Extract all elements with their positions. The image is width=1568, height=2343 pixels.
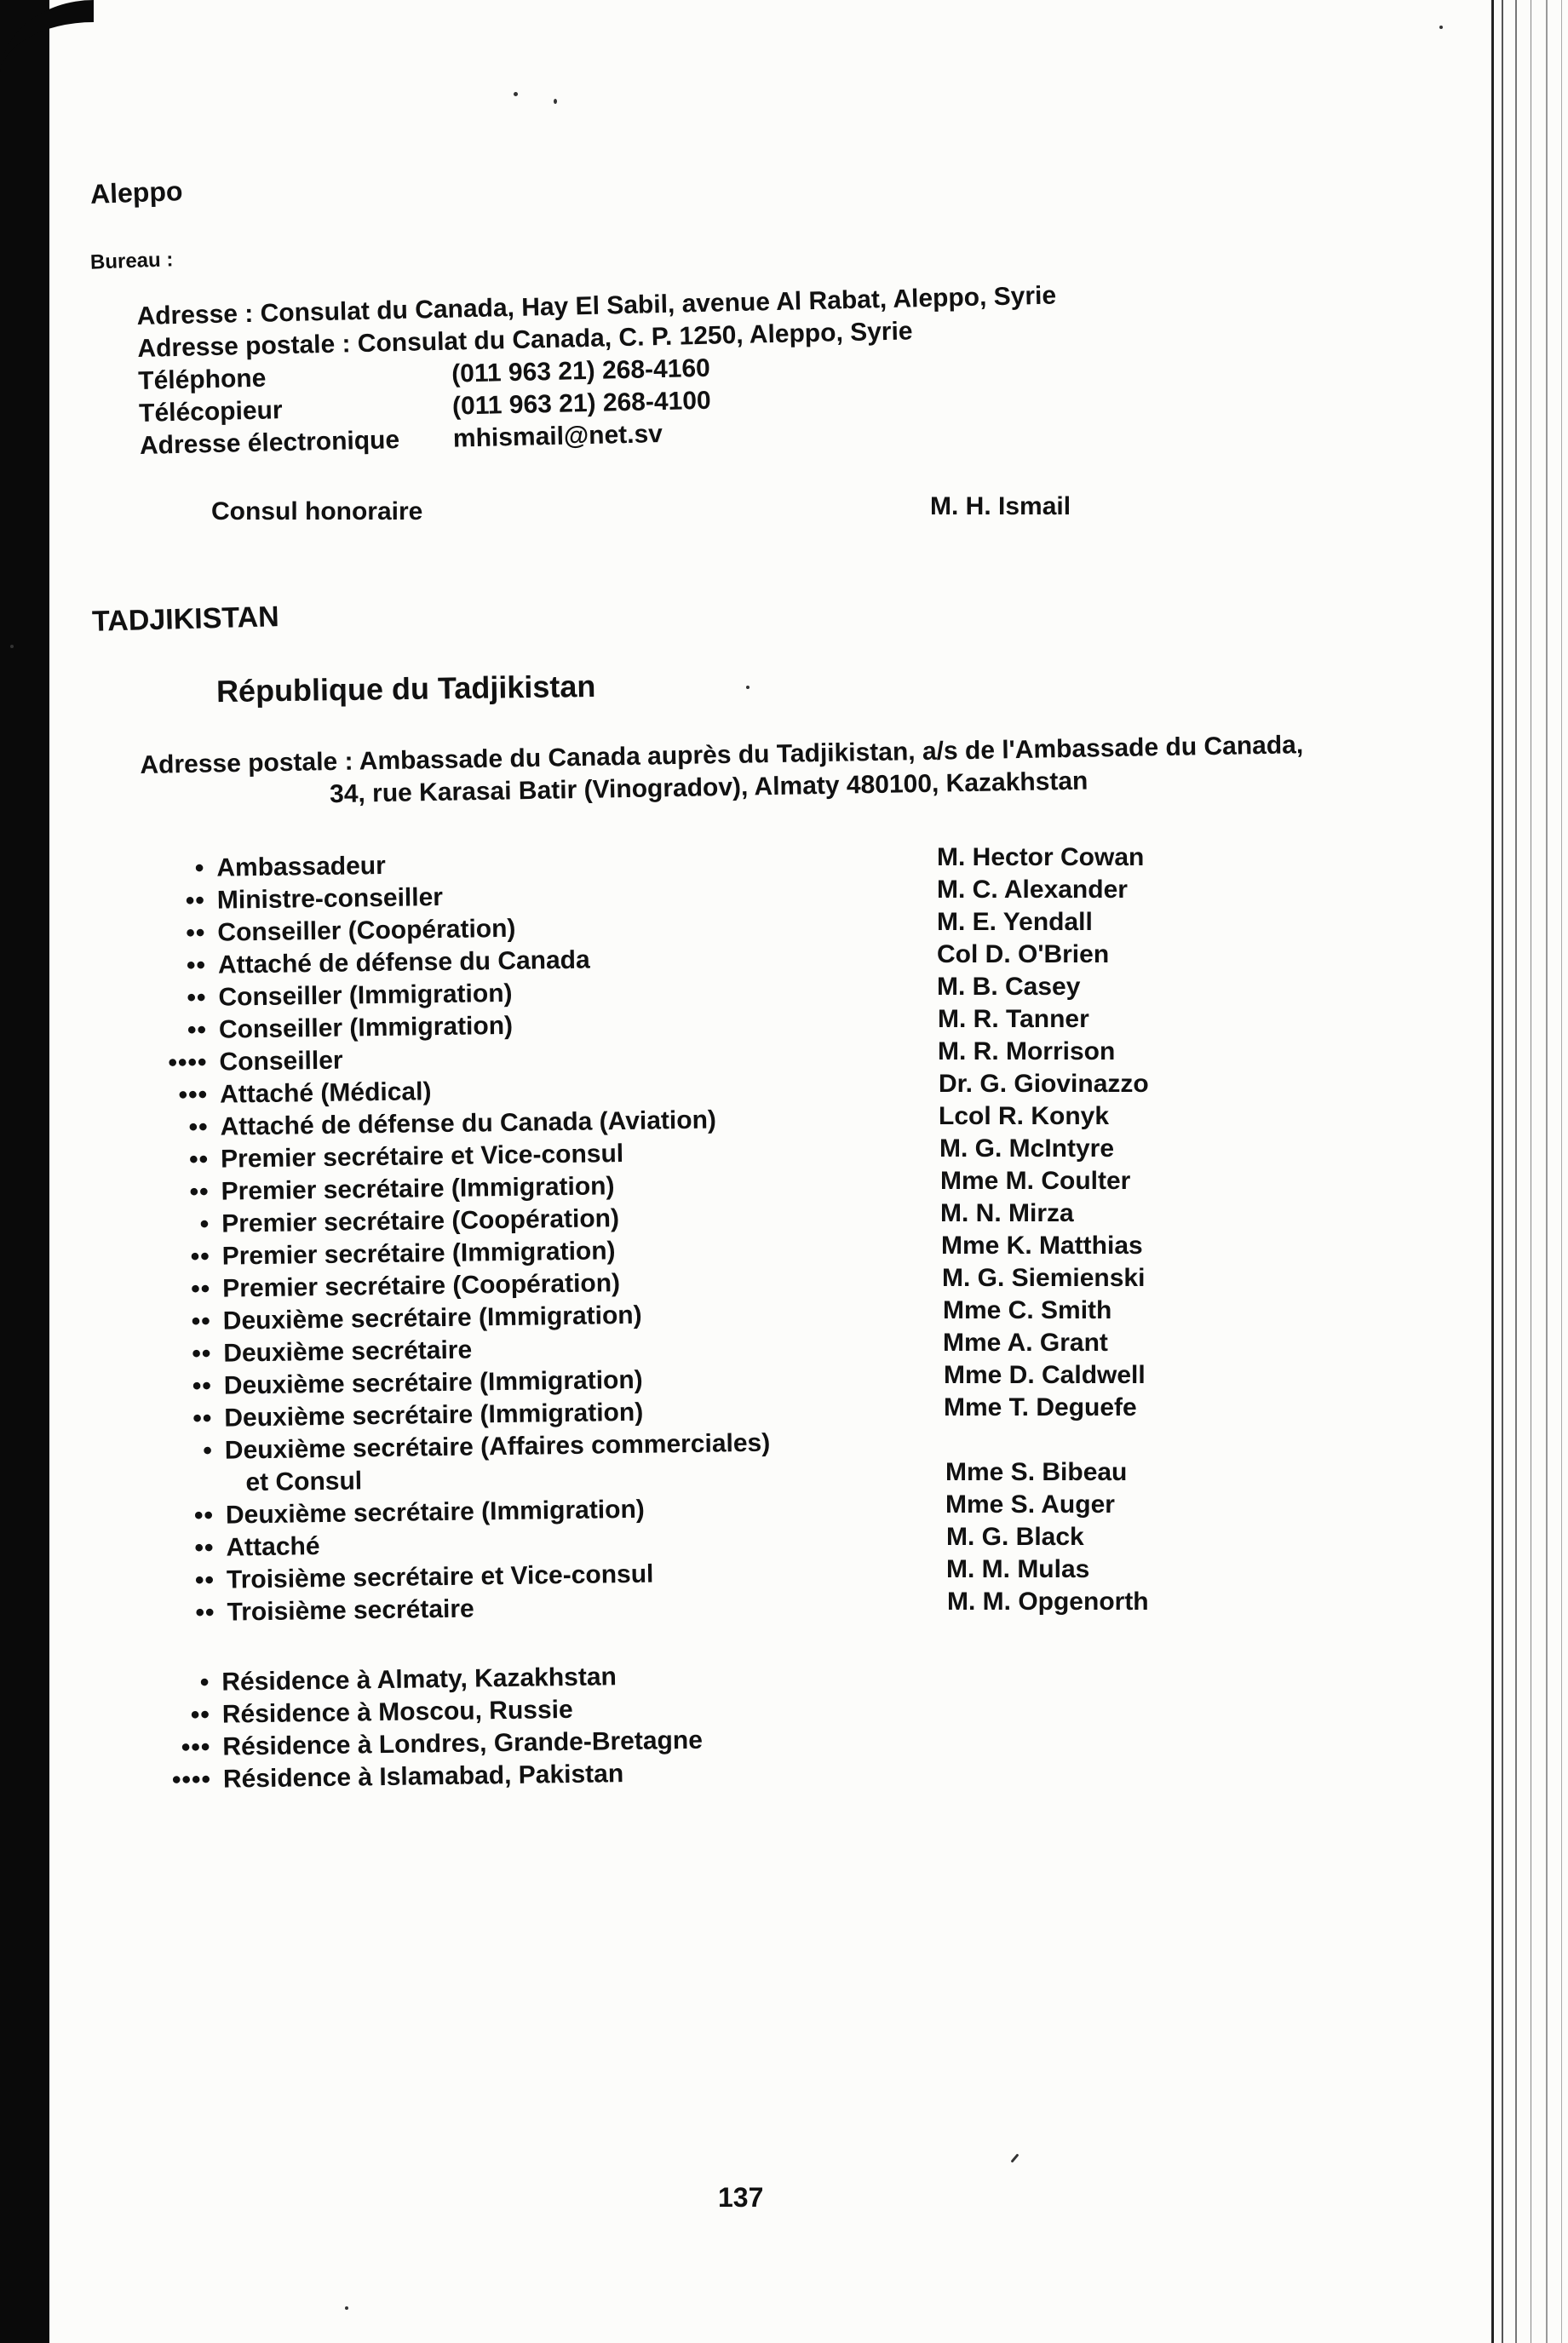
staff-title: ••• Attaché (Médical) — [178, 1077, 432, 1110]
staff-name: Mme D. Caldwell — [944, 1361, 1146, 1389]
staff-name: M. Hector Cowan — [937, 843, 1145, 871]
staff-name: Dr. G. Giovinazzo — [939, 1070, 1149, 1098]
email-value: mhismail@net.sv — [452, 420, 663, 453]
staff-name: M. R. Morrison — [938, 1037, 1116, 1065]
staff-name: M. G. Black — [946, 1523, 1084, 1551]
postal-address-line: Adresse postale : Consulat du Canada, C. P. 1250, Aleppo, Syrie — [137, 317, 913, 363]
staff-name: M. M. Opgenorth — [947, 1588, 1149, 1616]
staff-name: Mme T. Deguefe — [944, 1393, 1137, 1421]
staff-title: •• Ministre-conseiller — [185, 882, 444, 916]
staff-title: • Ambassadeur — [194, 851, 386, 883]
staff-title: •••• Conseiller — [168, 1046, 343, 1077]
scan-speck — [1010, 2153, 1019, 2162]
country-full-name: République du Tadjikistan — [215, 668, 596, 709]
staff-title: •• Attaché de défense du Canada (Aviation) — [188, 1105, 717, 1142]
staff-name: Lcol R. Konyk — [939, 1102, 1110, 1130]
staff-title: •• Premier secrétaire et Vice-consul — [188, 1140, 624, 1174]
staff-title: •• Premier secrétaire (Coopération) — [191, 1269, 621, 1304]
scan-speck — [345, 2306, 348, 2310]
staff-title: •• Deuxième secrétaire — [192, 1335, 473, 1369]
scan-speck — [746, 686, 750, 689]
staff-title: •• Conseiller (Coopération) — [186, 914, 516, 948]
fax-label: Télécopieur — [138, 396, 283, 428]
staff-title: •• Deuxième secrétaire (Immigration) — [192, 1365, 643, 1401]
bureau-label: Bureau : — [89, 248, 174, 274]
legend-item: •• Résidence à Moscou, Russie — [190, 1695, 573, 1730]
phone-value: (011 963 21) 268-4160 — [451, 353, 711, 388]
staff-title: •• Conseiller (Immigration) — [187, 979, 513, 1013]
staff-title: •• Deuxième secrétaire (Immigration) — [191, 1301, 642, 1336]
staff-title: •• Troisième secrétaire — [195, 1594, 474, 1628]
postal-address-line-2: 34, rue Karasai Batir (Vinogradov), Almaty 480100, Kazakhstan — [329, 767, 1088, 809]
staff-title: •• Premier secrétaire (Immigration) — [189, 1172, 615, 1207]
staff-title: •• Deuxième secrétaire (Immigration) — [192, 1398, 644, 1433]
scan-speck — [554, 99, 557, 104]
email-label: Adresse électronique — [139, 426, 400, 460]
staff-name: M. R. Tanner — [938, 1005, 1089, 1033]
staff-title: • Deuxième secrétaire (Affaires commerciales) — [203, 1428, 771, 1465]
city-heading: Aleppo — [89, 175, 184, 210]
staff-title: •• Deuxième secrétaire (Immigration) — [193, 1495, 646, 1530]
address-line: Adresse : Consulat du Canada, Hay El Sabil, avenue Al Rabat, Aleppo, Syrie — [136, 281, 1057, 330]
consul-title: Consul honoraire — [211, 497, 423, 525]
staff-name: M. G. Siemienski — [942, 1264, 1146, 1292]
staff-name: Mme K. Matthias — [941, 1232, 1143, 1260]
staff-name: Mme S. Bibeau — [945, 1458, 1128, 1486]
country-heading: TADJIKISTAN — [91, 600, 280, 638]
staff-name: Mme M. Coulter — [940, 1167, 1131, 1195]
staff-title: • Premier secrétaire (Coopération) — [199, 1204, 620, 1238]
legend-item: •••• Résidence à Islamabad, Pakistan — [171, 1760, 624, 1795]
staff-name: M. G. McIntyre — [939, 1134, 1115, 1163]
staff-title-continued: et Consul — [245, 1467, 363, 1497]
staff-name: Mme S. Auger — [945, 1490, 1115, 1519]
phone-label: Téléphone — [137, 364, 267, 395]
staff-title: •• Troisième secrétaire et Vice-consul — [194, 1559, 654, 1595]
staff-name: M. N. Mirza — [940, 1199, 1074, 1227]
legend-item: ••• Résidence à Londres, Grande-Bretagne — [181, 1726, 704, 1762]
consul-name: M. H. Ismail — [930, 492, 1071, 520]
staff-name: Col D. O'Brien — [937, 940, 1110, 968]
page-stack-edge — [1486, 0, 1568, 2343]
staff-name: M. B. Casey — [937, 973, 1081, 1001]
postal-address-line-1: Adresse postale : Ambassade du Canada auprès du Tadjikistan, a/s de l'Ambassade du Canada, — [140, 731, 1304, 779]
page-number: 137 — [718, 2182, 764, 2213]
scan-speck — [514, 92, 518, 96]
staff-title: •• Conseiller (Immigration) — [187, 1011, 514, 1045]
staff-name: Mme C. Smith — [943, 1296, 1112, 1324]
staff-name: M. M. Mulas — [946, 1555, 1090, 1583]
staff-title: •• Attaché — [194, 1532, 320, 1563]
scan-speck — [10, 645, 14, 648]
scan-speck — [1439, 26, 1443, 29]
fax-value: (011 963 21) 268-4100 — [451, 386, 711, 421]
staff-name: Mme A. Grant — [943, 1329, 1108, 1357]
staff-name: M. C. Alexander — [937, 876, 1128, 904]
staff-title: •• Attaché de défense du Canada — [186, 945, 590, 980]
legend-item: • Résidence à Almaty, Kazakhstan — [199, 1662, 617, 1697]
staff-title: •• Premier secrétaire (Immigration) — [190, 1237, 616, 1272]
staff-name: M. E. Yendall — [937, 908, 1093, 936]
binding-edge — [0, 0, 49, 2343]
